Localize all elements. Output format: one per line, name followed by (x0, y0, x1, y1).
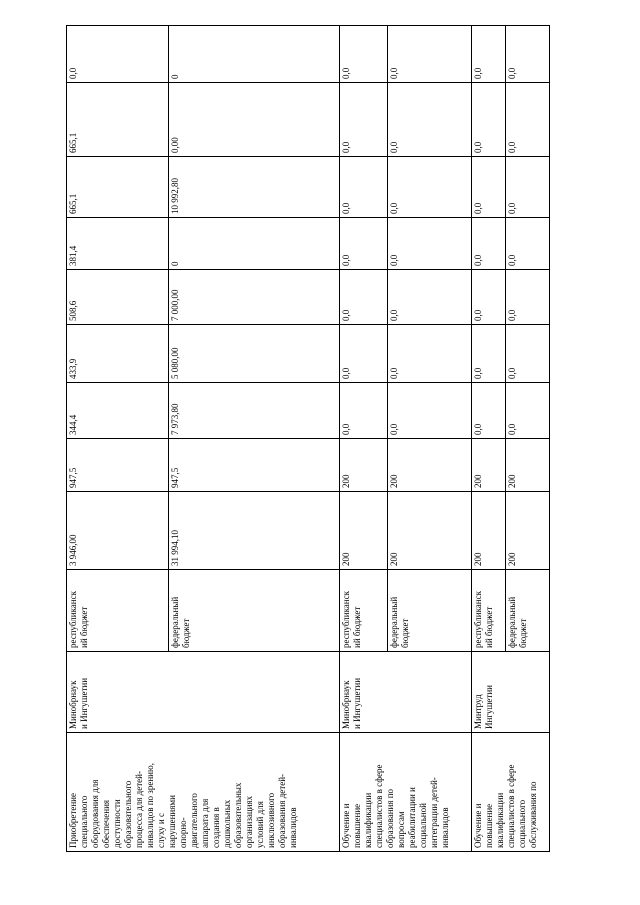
event-description-line: социального (517, 799, 527, 848)
funding-source (341, 591, 363, 648)
event-description-line: инклюзивного (266, 792, 276, 848)
budget-value-line: 0,0 (341, 202, 351, 214)
event-description-line: социальной (418, 803, 428, 848)
budget-value (507, 368, 518, 379)
budget-value (473, 553, 484, 567)
budget-value (341, 368, 352, 379)
budget-value (341, 68, 352, 79)
event-description-line: процесса для детей- (134, 771, 144, 848)
budget-value-line: 0,0 (341, 254, 351, 266)
budget-value (389, 553, 400, 567)
event-description (341, 764, 451, 848)
budget-value-line: 0,0 (389, 202, 399, 214)
budget-value-line: 947,5 (170, 467, 180, 488)
event-description-line: опорно- (178, 817, 188, 848)
budget-value-line: 0,0 (507, 141, 517, 153)
budget-value (507, 553, 518, 567)
funding-row-divider (387, 25, 388, 651)
event-description-line: оборудования для (90, 779, 100, 848)
budget-value-line: 433,9 (68, 358, 78, 379)
budget-value (68, 535, 79, 567)
budget-value-line: 200 (389, 552, 399, 566)
event-description-line: квалификации (363, 792, 373, 848)
event-description-line: организациях (244, 795, 254, 848)
event-description-line: реабилитации и (407, 787, 417, 848)
budget-value (473, 368, 484, 379)
funding-source (507, 597, 529, 648)
budget-value-line: 31 994,10 (170, 530, 180, 566)
event-description-line: Приобретение (68, 793, 78, 848)
budget-value-line: 0,0 (473, 309, 483, 321)
budget-value-line: 0 (170, 74, 180, 79)
budget-value (68, 246, 79, 266)
budget-value-line: 0,0 (507, 254, 517, 266)
budget-value (341, 310, 352, 321)
budget-value (473, 68, 484, 79)
budget-value-line: 665,1 (68, 132, 78, 153)
budget-value-line: 0,0 (341, 367, 351, 379)
budget-value-line: 0,0 (473, 141, 483, 153)
budget-value (473, 203, 484, 214)
budget-value (341, 142, 352, 153)
budget-value (341, 553, 352, 567)
executor (473, 685, 495, 729)
column-divider (66, 269, 550, 270)
budget-value (507, 68, 518, 79)
budget-value (170, 468, 181, 488)
budget-value-line: 0,0 (507, 309, 517, 321)
budget-value-line: 0,0 (507, 367, 517, 379)
funding-source-line: республиканск (68, 591, 78, 648)
budget-value-line: 344,4 (68, 414, 78, 435)
budget-value (507, 475, 518, 489)
budget-value-line: 0,0 (473, 202, 483, 214)
budget-value-line: 200 (473, 552, 483, 566)
event-description-line: специалистов в сфере (506, 764, 516, 848)
event-description-line: квалификации (495, 792, 505, 848)
budget-value (341, 203, 352, 214)
executor (68, 678, 90, 729)
executor-line: Ингушетии (484, 685, 494, 729)
event-description (68, 763, 299, 848)
funding-source-line: федеральный (389, 596, 399, 648)
budget-value (68, 415, 79, 435)
budget-value (341, 424, 352, 435)
event-description-line: специального (79, 795, 89, 848)
budget-value (473, 475, 484, 489)
budget-value-line: 0,0 (473, 254, 483, 266)
budget-value (68, 68, 79, 79)
budget-value-line: 0,0 (389, 254, 399, 266)
event-description-line: интеграции детей- (429, 777, 439, 848)
executor (341, 678, 363, 729)
budget-value (389, 203, 400, 214)
budget-value (507, 424, 518, 435)
budget-value (507, 255, 518, 266)
budget-value-line: 10 992,80 (170, 178, 180, 214)
budget-value-line: 0,0 (473, 67, 483, 79)
budget-value (341, 255, 352, 266)
budget-value (170, 348, 181, 380)
budget-value (473, 424, 484, 435)
budget-value-line: 0,0 (507, 67, 517, 79)
budget-value-line: 0,0 (68, 67, 78, 79)
column-divider (66, 217, 550, 218)
budget-value-line: 0,0 (341, 309, 351, 321)
funding-source (170, 597, 192, 648)
budget-value (389, 368, 400, 379)
funding-source-line: ий бюджет (352, 606, 362, 648)
budget-value-line: 200 (341, 474, 351, 488)
budget-value (507, 142, 518, 153)
budget-value-line: 0,0 (389, 423, 399, 435)
event-description-line: инвалидов (440, 807, 450, 848)
budget-value (507, 310, 518, 321)
funding-source (389, 597, 411, 648)
event-description-line: инвалидов по зрению, (145, 763, 155, 848)
budget-value-line: 381,4 (68, 245, 78, 266)
budget-value (473, 142, 484, 153)
event-description-line: дошкольных (222, 799, 232, 848)
budget-value (170, 178, 181, 214)
budget-value (473, 310, 484, 321)
budget-value-line: 0,0 (507, 423, 517, 435)
budget-value-line: 665,1 (68, 193, 78, 214)
budget-value-line: 3 946,00 (68, 534, 78, 566)
budget-value-line: 0,0 (341, 67, 351, 79)
budget-value-line: 0,0 (389, 67, 399, 79)
funding-source-line: бюджет (181, 618, 191, 648)
budget-value (68, 133, 79, 153)
funding-source-line: бюджет (400, 618, 410, 648)
event-description-line: создания в (211, 807, 221, 848)
budget-value (68, 194, 79, 214)
budget-value-line: 7 973,80 (170, 403, 180, 435)
funding-source-line: республиканск (341, 591, 351, 648)
budget-value-line: 200 (507, 552, 517, 566)
event-description-line: двигательного (189, 793, 199, 848)
budget-value-line: 0,0 (389, 367, 399, 379)
event-description-line: нарушениями (167, 795, 177, 848)
column-divider (66, 732, 550, 733)
budget-value-line: 0,0 (389, 309, 399, 321)
budget-value-line: 0,00 (170, 137, 180, 153)
funding-source-line: федеральный (170, 596, 180, 648)
budget-value (170, 137, 181, 153)
budget-value-line: 508,6 (68, 300, 78, 321)
event-description-line: условий для (255, 801, 265, 848)
budget-value-line: 0 (170, 261, 180, 266)
budget-value (389, 475, 400, 489)
budget-value-line: 7 000,00 (170, 289, 180, 321)
funding-source-line: бюджет (518, 618, 528, 648)
executor-line: Минобрнаук (68, 680, 78, 729)
budget-value-line: 0,0 (389, 141, 399, 153)
budget-value (170, 404, 181, 436)
budget-value (341, 475, 352, 489)
event-description-line: обеспечения (101, 799, 111, 848)
column-divider (66, 651, 550, 652)
event-description-line: повышение (484, 803, 494, 848)
executor-line: и Ингушетии (352, 677, 362, 729)
budget-value (389, 68, 400, 79)
budget-value (389, 424, 400, 435)
budget-value (507, 203, 518, 214)
event-description-line: вопросам (396, 811, 406, 848)
budget-value (170, 75, 181, 80)
budget-value-line: 0,0 (473, 423, 483, 435)
budget-value-line: 947,5 (68, 467, 78, 488)
budget-value (68, 301, 79, 321)
budget-value-line: 200 (389, 474, 399, 488)
budget-value-line: 0,0 (341, 423, 351, 435)
event-description-line: образования детей- (277, 773, 287, 848)
budget-value (473, 255, 484, 266)
budget-value (170, 290, 181, 322)
budget-value (389, 310, 400, 321)
funding-source (68, 591, 90, 648)
event-description-line: образования по (385, 788, 395, 848)
executor-line: Минтруд (473, 694, 483, 729)
column-divider (66, 491, 550, 492)
budget-value (170, 530, 181, 566)
budget-value (170, 262, 181, 267)
column-divider (66, 438, 550, 439)
column-divider (66, 569, 550, 570)
funding-row-divider (505, 25, 506, 651)
event-description (473, 764, 539, 848)
event-description-line: образовательного (123, 780, 133, 848)
event-description-line: образовательных (233, 782, 243, 848)
event-description-line: аппарата для (200, 798, 210, 848)
budget-value-line: 200 (473, 474, 483, 488)
event-description-line: Обучение и (341, 803, 351, 848)
budget-value (68, 468, 79, 488)
funding-source (473, 591, 495, 648)
event-description-line: слуху и с (156, 813, 166, 848)
event-description-line: обслуживания по (528, 781, 538, 848)
budget-value-line: 0,0 (507, 202, 517, 214)
budget-value (389, 142, 400, 153)
column-divider (66, 324, 550, 325)
funding-row-divider (168, 25, 169, 651)
event-description-line: специалистов в сфере (374, 764, 384, 848)
budget-value-line: 200 (507, 474, 517, 488)
budget-value (68, 359, 79, 379)
column-divider (66, 156, 550, 157)
column-divider (66, 382, 550, 383)
funding-source-line: ий бюджет (484, 606, 494, 648)
column-divider (66, 82, 550, 83)
budget-value-line: 5 080,00 (170, 347, 180, 379)
budget-value-line: 0,0 (473, 367, 483, 379)
budget-value-line: 0,0 (341, 141, 351, 153)
event-description-line: Обучение и (473, 803, 483, 848)
event-description-line: доступности (112, 799, 122, 848)
funding-source-line: ий бюджет (79, 606, 89, 648)
event-description-line: повышение (352, 803, 362, 848)
funding-source-line: федеральный (507, 596, 517, 648)
executor-line: и Ингушетии (79, 677, 89, 729)
budget-value-line: 200 (341, 552, 351, 566)
executor-line: Минобрнаук (341, 680, 351, 729)
event-description-line: инвалидов (288, 807, 298, 848)
funding-source-line: республиканск (473, 591, 483, 648)
budget-value (389, 255, 400, 266)
